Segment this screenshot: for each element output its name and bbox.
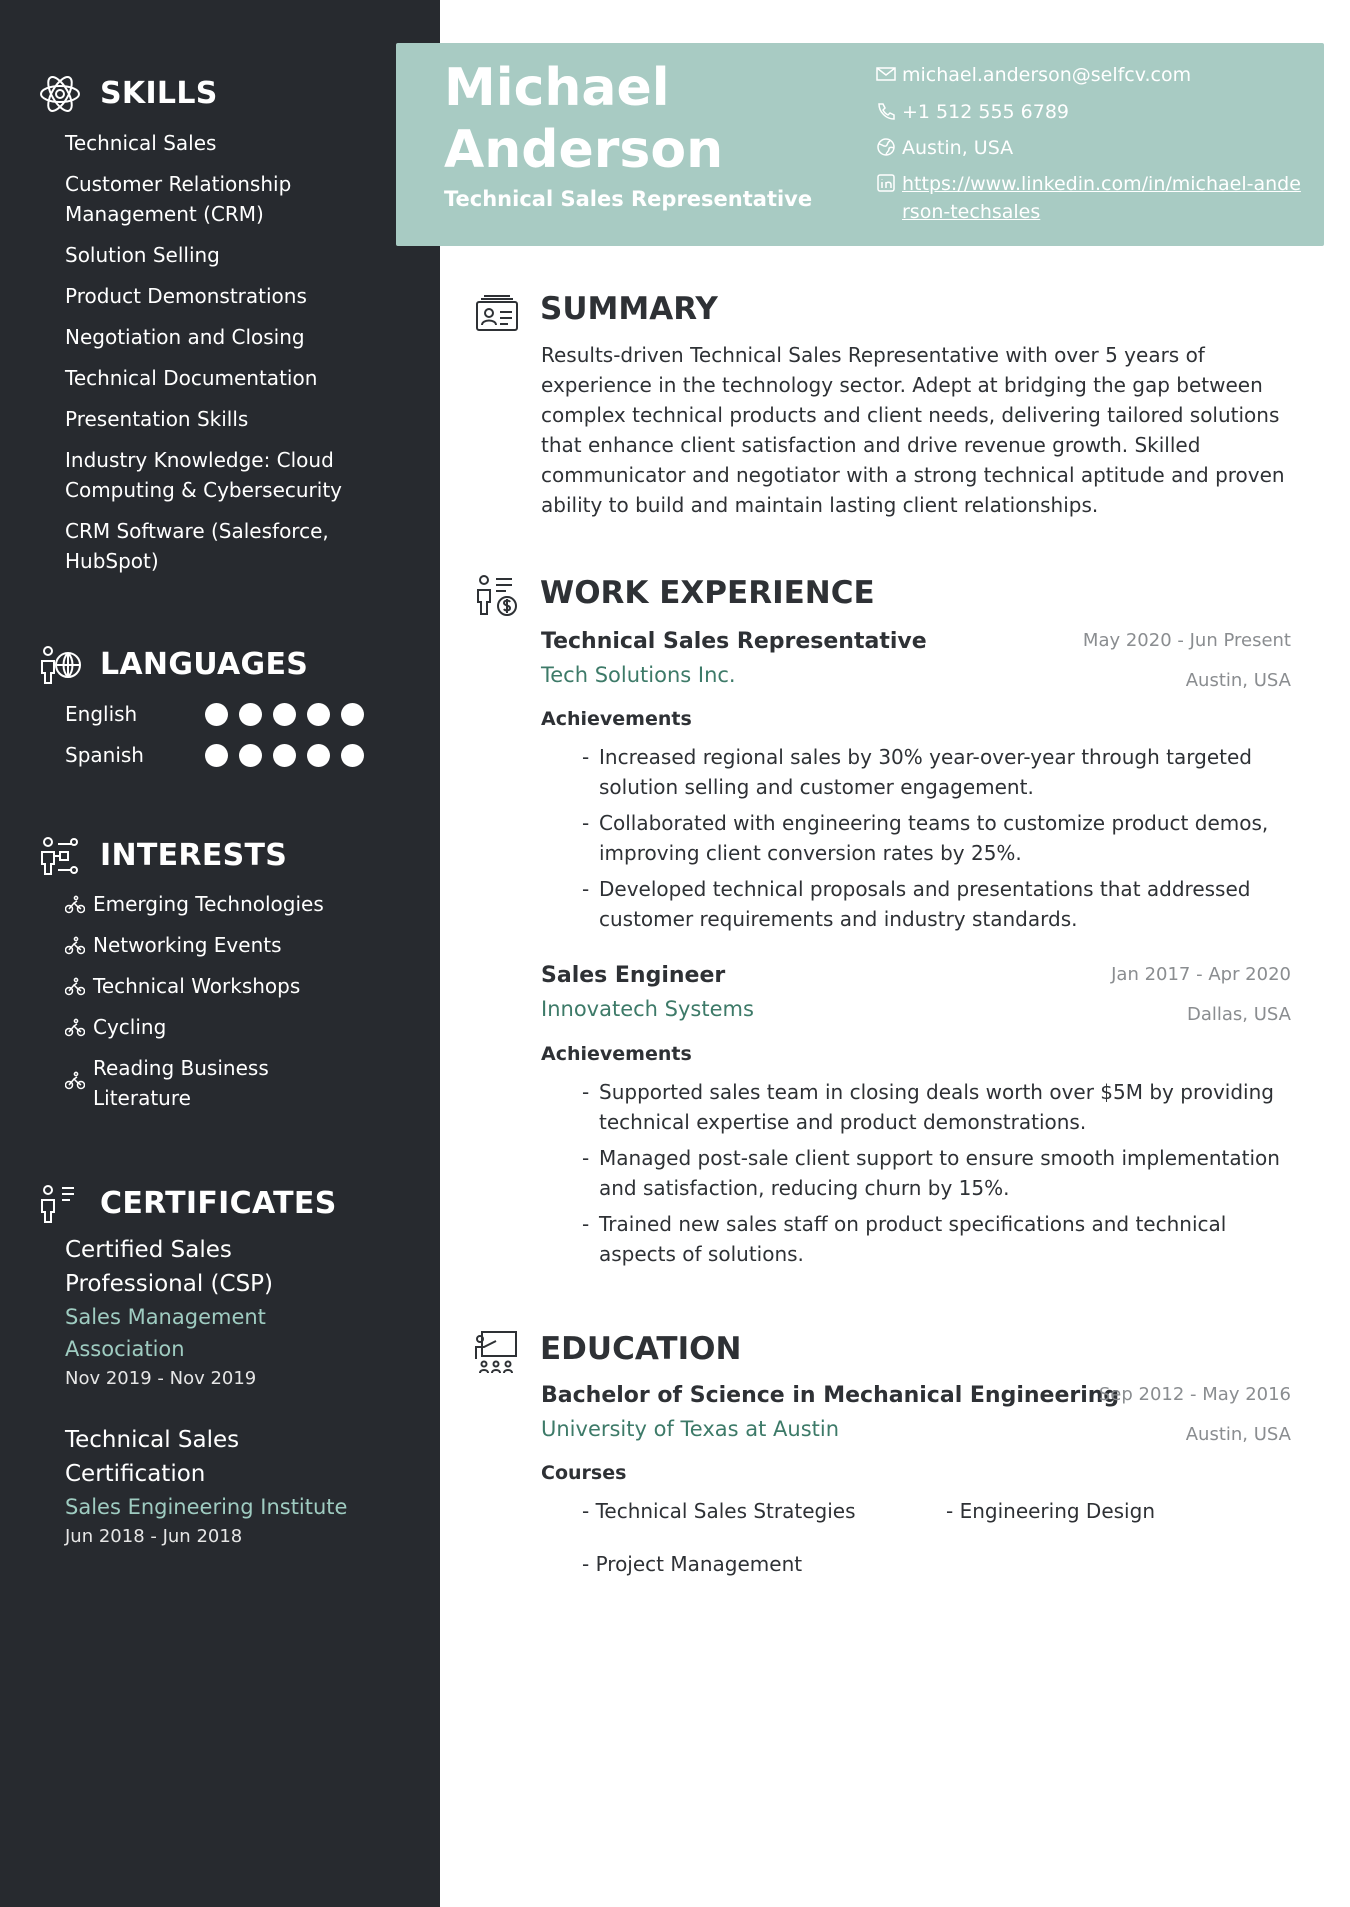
job-company: Innovatech Systems (541, 997, 754, 1021)
achievements-list (582, 742, 1302, 940)
cycling-icon (65, 895, 85, 915)
email-text: michael.anderson@selfcv.com (902, 64, 1192, 86)
language-row (65, 740, 405, 770)
achievement-item: - Trained new sales staff on product specifications and technical aspects of solutions. (582, 1209, 1302, 1269)
certificate-date: Jun 2018 - Jun 2018 (65, 1526, 243, 1547)
certificate-org: Sales Engineering Institute (65, 1495, 348, 1519)
level-dot (239, 703, 262, 726)
work-heading: WORK EXPERIENCE (540, 575, 875, 611)
summary-text: Results-driven Technical Sales Representative with over 5 years of experience in the technology sector. Adept at bridging the gap between complex technical products and client needs, delivering tailored solutions that enhance client satisfaction and drive revenue growth. Skilled communicator and negotiator with a strong technical aptitude and proven ability to build and maintain lasting client relationships. (541, 343, 1285, 517)
interest-item (65, 1053, 365, 1113)
achievement-item: - Managed post-sale client support to ensure smooth implementation and satisfaction, reducing churn by 15%. (582, 1143, 1302, 1203)
skill-item: CRM Software (Salesforce, HubSpot) (65, 519, 329, 573)
level-dot (273, 744, 296, 767)
summary-heading: SUMMARY (540, 291, 718, 327)
interest-item (65, 971, 365, 1001)
phone-text: +1 512 555 6789 (902, 101, 1070, 123)
atom-icon (38, 72, 82, 116)
skills-list (65, 128, 365, 587)
course-item: - Engineering Design (946, 1499, 1155, 1523)
job-location: Austin, USA (1185, 670, 1291, 691)
job-date: Jan 2017 - Apr 2020 (1111, 964, 1291, 985)
language-level (205, 744, 364, 767)
linkedin-icon (876, 174, 896, 192)
certificate-name: Technical Sales Certification (65, 1427, 240, 1487)
person-certificate-icon (38, 1182, 82, 1226)
level-dot (341, 703, 364, 726)
skill-item: Technical Documentation (65, 366, 318, 390)
header-banner (396, 43, 1324, 246)
job-location: Dallas, USA (1187, 1004, 1291, 1025)
course-label: Engineering Design (959, 1499, 1155, 1523)
skill-item: Negotiation and Closing (65, 325, 305, 349)
id-card-icon (474, 290, 520, 336)
education-date: Sep 2012 - May 2016 (1098, 1384, 1291, 1405)
school-name: University of Texas at Austin (541, 1417, 840, 1441)
person-money-icon (474, 573, 520, 619)
job-title: Technical Sales Representative (541, 629, 927, 654)
course-label: Technical Sales Strategies (595, 1499, 856, 1523)
interest-label: Cycling (93, 1015, 167, 1039)
language-row (65, 699, 405, 729)
achievement-item: - Supported sales team in closing deals worth over $5M by providing technical expertise and product demonstrations. (582, 1077, 1302, 1137)
interest-label: Reading Business Literature (93, 1056, 269, 1110)
course-item: - Project Management (582, 1552, 803, 1576)
job-date: May 2020 - Jun Present (1082, 630, 1291, 651)
level-dot (341, 744, 364, 767)
candidate-name: Michael Anderson (444, 58, 724, 180)
skill-item: Technical Sales (65, 131, 217, 155)
achievements-heading: Achievements (541, 708, 692, 730)
phone-icon (876, 102, 896, 120)
cycling-icon (65, 1071, 85, 1091)
job-title: Sales Engineer (541, 963, 726, 988)
interest-label: Networking Events (93, 933, 282, 957)
education-heading: EDUCATION (540, 1331, 742, 1367)
level-dot (307, 703, 330, 726)
language-name: Spanish (65, 743, 144, 767)
skill-item: Product Demonstrations (65, 284, 307, 308)
achievement-item: - Collaborated with engineering teams to customize product demos, improving client conversion rates by 25%. (582, 808, 1302, 868)
level-dot (239, 744, 262, 767)
interest-item (65, 889, 365, 919)
person-ideas-icon (38, 834, 82, 878)
certificates-heading: CERTIFICATES (100, 1186, 337, 1221)
language-name: English (65, 702, 138, 726)
achievements-heading: Achievements (541, 1043, 692, 1065)
candidate-role: Technical Sales Representative (444, 187, 813, 211)
skill-item: Customer Relationship Management (CRM) (65, 172, 292, 226)
course-item: - Technical Sales Strategies (582, 1499, 856, 1523)
courses-heading: Courses (541, 1462, 627, 1484)
interest-item (65, 1012, 365, 1042)
cycling-icon (65, 1018, 85, 1038)
education-location: Austin, USA (1185, 1424, 1291, 1445)
skills-heading: SKILLS (100, 76, 218, 111)
job-company: Tech Solutions Inc. (541, 663, 736, 687)
cycling-icon (65, 936, 85, 956)
interest-label: Emerging Technologies (93, 892, 324, 916)
skill-item: Presentation Skills (65, 407, 249, 431)
globe-icon (876, 138, 896, 156)
linkedin-link[interactable]: https://www.linkedin.com/in/michael-anderson-techsales (902, 173, 1301, 223)
sidebar (0, 0, 440, 1907)
location-text: Austin, USA (902, 137, 1014, 159)
skill-item: Industry Knowledge: Cloud Computing & Cybersecurity (65, 448, 343, 502)
certificate-item (65, 1233, 375, 1393)
envelope-icon (876, 65, 896, 83)
interest-label: Technical Workshops (93, 974, 301, 998)
person-globe-icon (38, 643, 82, 687)
level-dot (273, 703, 296, 726)
course-label: Project Management (595, 1552, 803, 1576)
achievements-list (582, 1077, 1302, 1275)
certificate-item (65, 1423, 375, 1551)
level-dot (205, 744, 228, 767)
cycling-icon (65, 977, 85, 997)
degree-title: Bachelor of Science in Mechanical Engineering (541, 1383, 1120, 1408)
achievement-item: - Increased regional sales by 30% year-over-year through targeted solution selling and customer engagement. (582, 742, 1302, 802)
languages-heading: LANGUAGES (100, 647, 309, 682)
interests-list (65, 889, 365, 1124)
interests-heading: INTERESTS (100, 838, 288, 873)
level-dot (205, 703, 228, 726)
skill-item: Solution Selling (65, 243, 220, 267)
certificate-date: Nov 2019 - Nov 2019 (65, 1368, 257, 1389)
certificate-name: Certified Sales Professional (CSP) (65, 1237, 274, 1297)
level-dot (307, 744, 330, 767)
presentation-board-icon (474, 1329, 520, 1375)
achievement-item: - Developed technical proposals and presentations that addressed customer requirements and industry standards. (582, 874, 1302, 934)
language-level (205, 703, 364, 726)
interest-item (65, 930, 365, 960)
certificate-org: Sales Management Association (65, 1305, 266, 1361)
